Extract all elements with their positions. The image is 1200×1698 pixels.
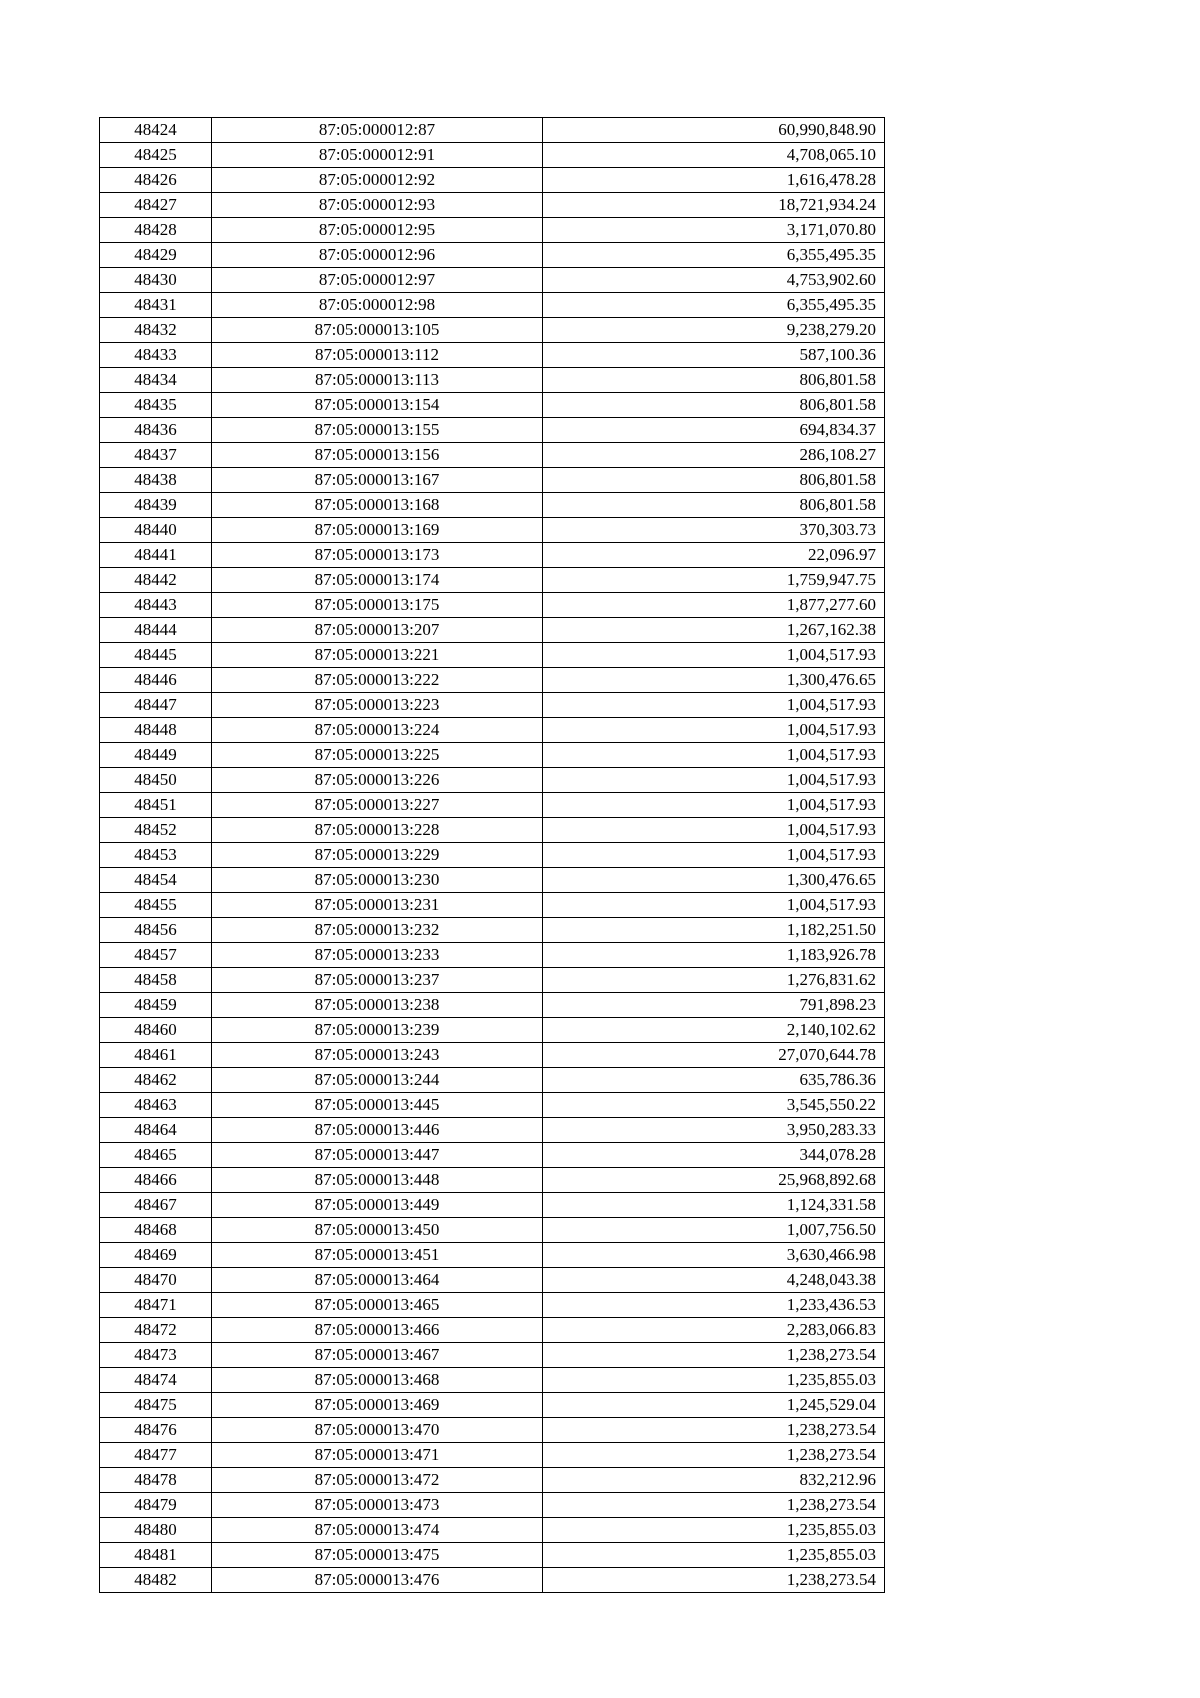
cadastral-number-cell: 87:05:000013:465 (212, 1293, 543, 1318)
cadastral-number-cell: 87:05:000013:445 (212, 1093, 543, 1118)
cadastral-number-cell: 87:05:000013:223 (212, 693, 543, 718)
cadastral-value-cell: 1,004,517.93 (543, 843, 885, 868)
cadastral-number-cell: 87:05:000013:225 (212, 743, 543, 768)
table-row (100, 793, 885, 818)
cadastral-number-cell: 87:05:000012:91 (212, 143, 543, 168)
table-row (100, 1318, 885, 1343)
record-number-cell: 48443 (100, 593, 212, 618)
record-number-cell: 48432 (100, 318, 212, 343)
cadastral-value-cell: 3,630,466.98 (543, 1243, 885, 1268)
record-number-cell: 48435 (100, 393, 212, 418)
table-row (100, 1068, 885, 1093)
cadastral-value-cell: 344,078.28 (543, 1143, 885, 1168)
table-row (100, 1118, 885, 1143)
record-number-cell: 48428 (100, 218, 212, 243)
cadastral-number-cell: 87:05:000013:468 (212, 1368, 543, 1393)
cadastral-value-cell: 806,801.58 (543, 393, 885, 418)
record-number-cell: 48463 (100, 1093, 212, 1118)
cadastral-value-cell: 1,233,436.53 (543, 1293, 885, 1318)
record-number-cell: 48474 (100, 1368, 212, 1393)
record-number-cell: 48476 (100, 1418, 212, 1443)
cadastral-value-cell: 2,140,102.62 (543, 1018, 885, 1043)
cadastral-value-cell: 1,300,476.65 (543, 668, 885, 693)
cadastral-number-cell: 87:05:000013:154 (212, 393, 543, 418)
cadastral-value-cell: 1,004,517.93 (543, 693, 885, 718)
record-number-cell: 48445 (100, 643, 212, 668)
cadastral-value-cell: 1,004,517.93 (543, 793, 885, 818)
cadastral-number-cell: 87:05:000013:448 (212, 1168, 543, 1193)
cadastral-number-cell: 87:05:000012:96 (212, 243, 543, 268)
cadastral-value-cell: 1,759,947.75 (543, 568, 885, 593)
cadastral-number-cell: 87:05:000013:231 (212, 893, 543, 918)
record-number-cell: 48425 (100, 143, 212, 168)
cadastral-value-cell: 635,786.36 (543, 1068, 885, 1093)
table-row (100, 443, 885, 468)
cadastral-number-cell: 87:05:000013:469 (212, 1393, 543, 1418)
cadastral-number-cell: 87:05:000013:473 (212, 1493, 543, 1518)
table-row (100, 693, 885, 718)
table-row (100, 343, 885, 368)
table-row (100, 1343, 885, 1368)
cadastral-number-cell: 87:05:000013:227 (212, 793, 543, 818)
cadastral-number-cell: 87:05:000012:98 (212, 293, 543, 318)
cadastral-value-table (99, 117, 885, 1593)
record-number-cell: 48456 (100, 918, 212, 943)
cadastral-number-cell: 87:05:000013:238 (212, 993, 543, 1018)
cadastral-value-cell: 1,877,277.60 (543, 593, 885, 618)
table-row (100, 1018, 885, 1043)
cadastral-value-cell: 806,801.58 (543, 493, 885, 518)
cadastral-value-cell: 1,616,478.28 (543, 168, 885, 193)
cadastral-value-cell: 587,100.36 (543, 343, 885, 368)
table-row (100, 1268, 885, 1293)
record-number-cell: 48473 (100, 1343, 212, 1368)
table-row (100, 943, 885, 968)
cadastral-value-cell: 25,968,892.68 (543, 1168, 885, 1193)
cadastral-value-cell: 1,300,476.65 (543, 868, 885, 893)
record-number-cell: 48455 (100, 893, 212, 918)
cadastral-value-cell: 1,238,273.54 (543, 1568, 885, 1593)
record-number-cell: 48466 (100, 1168, 212, 1193)
record-number-cell: 48452 (100, 818, 212, 843)
cadastral-value-cell: 6,355,495.35 (543, 243, 885, 268)
table-row (100, 143, 885, 168)
record-number-cell: 48438 (100, 468, 212, 493)
record-number-cell: 48459 (100, 993, 212, 1018)
cadastral-value-cell: 1,183,926.78 (543, 943, 885, 968)
table-row (100, 1518, 885, 1543)
cadastral-value-cell: 1,238,273.54 (543, 1493, 885, 1518)
cadastral-value-cell: 806,801.58 (543, 468, 885, 493)
record-number-cell: 48431 (100, 293, 212, 318)
table-row (100, 243, 885, 268)
cadastral-value-cell: 1,004,517.93 (543, 893, 885, 918)
table-row (100, 1443, 885, 1468)
cadastral-value-cell: 1,007,756.50 (543, 1218, 885, 1243)
table-row (100, 643, 885, 668)
table-row (100, 1418, 885, 1443)
record-number-cell: 48471 (100, 1293, 212, 1318)
cadastral-number-cell: 87:05:000013:466 (212, 1318, 543, 1343)
cadastral-number-cell: 87:05:000013:168 (212, 493, 543, 518)
cadastral-value-cell: 1,004,517.93 (543, 818, 885, 843)
table-row (100, 868, 885, 893)
cadastral-number-cell: 87:05:000012:92 (212, 168, 543, 193)
cadastral-number-cell: 87:05:000013:446 (212, 1118, 543, 1143)
table-body (100, 118, 885, 1593)
record-number-cell: 48478 (100, 1468, 212, 1493)
record-number-cell: 48437 (100, 443, 212, 468)
cadastral-value-cell: 22,096.97 (543, 543, 885, 568)
cadastral-number-cell: 87:05:000013:175 (212, 593, 543, 618)
cadastral-value-cell: 806,801.58 (543, 368, 885, 393)
record-number-cell: 48444 (100, 618, 212, 643)
table-row (100, 1468, 885, 1493)
table-row (100, 1293, 885, 1318)
cadastral-number-cell: 87:05:000012:93 (212, 193, 543, 218)
cadastral-number-cell: 87:05:000013:230 (212, 868, 543, 893)
cadastral-value-cell: 1,267,162.38 (543, 618, 885, 643)
table-row (100, 1143, 885, 1168)
table-row (100, 593, 885, 618)
cadastral-number-cell: 87:05:000013:156 (212, 443, 543, 468)
cadastral-number-cell: 87:05:000013:239 (212, 1018, 543, 1043)
cadastral-number-cell: 87:05:000013:244 (212, 1068, 543, 1093)
cadastral-value-cell: 4,248,043.38 (543, 1268, 885, 1293)
cadastral-number-cell: 87:05:000013:113 (212, 368, 543, 393)
record-number-cell: 48433 (100, 343, 212, 368)
record-number-cell: 48451 (100, 793, 212, 818)
cadastral-number-cell: 87:05:000013:228 (212, 818, 543, 843)
table-row (100, 268, 885, 293)
table-row (100, 1193, 885, 1218)
cadastral-value-cell: 370,303.73 (543, 518, 885, 543)
cadastral-value-cell: 1,238,273.54 (543, 1343, 885, 1368)
record-number-cell: 48447 (100, 693, 212, 718)
record-number-cell: 48450 (100, 768, 212, 793)
record-number-cell: 48481 (100, 1543, 212, 1568)
cadastral-value-cell: 286,108.27 (543, 443, 885, 468)
cadastral-number-cell: 87:05:000013:447 (212, 1143, 543, 1168)
record-number-cell: 48441 (100, 543, 212, 568)
record-number-cell: 48424 (100, 118, 212, 143)
table-row (100, 718, 885, 743)
cadastral-number-cell: 87:05:000013:207 (212, 618, 543, 643)
cadastral-number-cell: 87:05:000013:167 (212, 468, 543, 493)
table-row (100, 843, 885, 868)
cadastral-number-cell: 87:05:000013:174 (212, 568, 543, 593)
record-number-cell: 48453 (100, 843, 212, 868)
cadastral-number-cell: 87:05:000013:221 (212, 643, 543, 668)
cadastral-value-cell: 3,950,283.33 (543, 1118, 885, 1143)
record-number-cell: 48479 (100, 1493, 212, 1518)
cadastral-value-cell: 1,182,251.50 (543, 918, 885, 943)
cadastral-value-cell: 1,276,831.62 (543, 968, 885, 993)
cadastral-value-cell: 1,004,517.93 (543, 718, 885, 743)
table-row (100, 293, 885, 318)
table-row (100, 118, 885, 143)
record-number-cell: 48442 (100, 568, 212, 593)
record-number-cell: 48434 (100, 368, 212, 393)
cadastral-value-cell: 18,721,934.24 (543, 193, 885, 218)
record-number-cell: 48467 (100, 1193, 212, 1218)
cadastral-value-cell: 3,171,070.80 (543, 218, 885, 243)
record-number-cell: 48429 (100, 243, 212, 268)
table-row (100, 893, 885, 918)
cadastral-value-cell: 1,235,855.03 (543, 1368, 885, 1393)
cadastral-number-cell: 87:05:000013:233 (212, 943, 543, 968)
record-number-cell: 48457 (100, 943, 212, 968)
cadastral-number-cell: 87:05:000013:112 (212, 343, 543, 368)
cadastral-number-cell: 87:05:000013:475 (212, 1543, 543, 1568)
table-row (100, 618, 885, 643)
cadastral-value-cell: 1,124,331.58 (543, 1193, 885, 1218)
record-number-cell: 48426 (100, 168, 212, 193)
cadastral-number-cell: 87:05:000012:87 (212, 118, 543, 143)
cadastral-number-cell: 87:05:000013:451 (212, 1243, 543, 1268)
table-row (100, 568, 885, 593)
record-number-cell: 48439 (100, 493, 212, 518)
record-number-cell: 48480 (100, 1518, 212, 1543)
cadastral-number-cell: 87:05:000013:169 (212, 518, 543, 543)
record-number-cell: 48449 (100, 743, 212, 768)
record-number-cell: 48454 (100, 868, 212, 893)
cadastral-value-cell: 1,245,529.04 (543, 1393, 885, 1418)
table-row (100, 1243, 885, 1268)
record-number-cell: 48464 (100, 1118, 212, 1143)
table-row (100, 1543, 885, 1568)
cadastral-value-cell: 1,238,273.54 (543, 1418, 885, 1443)
cadastral-number-cell: 87:05:000013:471 (212, 1443, 543, 1468)
table-row (100, 918, 885, 943)
record-number-cell: 48465 (100, 1143, 212, 1168)
cadastral-number-cell: 87:05:000013:226 (212, 768, 543, 793)
cadastral-value-cell: 1,238,273.54 (543, 1443, 885, 1468)
cadastral-number-cell: 87:05:000013:224 (212, 718, 543, 743)
record-number-cell: 48436 (100, 418, 212, 443)
record-number-cell: 48430 (100, 268, 212, 293)
cadastral-number-cell: 87:05:000013:467 (212, 1343, 543, 1368)
table-row (100, 493, 885, 518)
record-number-cell: 48460 (100, 1018, 212, 1043)
cadastral-value-cell: 2,283,066.83 (543, 1318, 885, 1343)
record-number-cell: 48462 (100, 1068, 212, 1093)
table-row (100, 193, 885, 218)
table-row (100, 818, 885, 843)
cadastral-number-cell: 87:05:000013:450 (212, 1218, 543, 1243)
cadastral-number-cell: 87:05:000013:474 (212, 1518, 543, 1543)
cadastral-value-cell: 1,235,855.03 (543, 1518, 885, 1543)
cadastral-value-cell: 27,070,644.78 (543, 1043, 885, 1068)
cadastral-value-cell: 4,753,902.60 (543, 268, 885, 293)
table-row (100, 518, 885, 543)
cadastral-value-cell: 1,004,517.93 (543, 743, 885, 768)
record-number-cell: 48440 (100, 518, 212, 543)
table-row (100, 1168, 885, 1193)
table-row (100, 1093, 885, 1118)
table-row (100, 1043, 885, 1068)
cadastral-number-cell: 87:05:000013:243 (212, 1043, 543, 1068)
table-row (100, 543, 885, 568)
record-number-cell: 48448 (100, 718, 212, 743)
record-number-cell: 48446 (100, 668, 212, 693)
table-row (100, 768, 885, 793)
cadastral-value-cell: 1,235,855.03 (543, 1543, 885, 1568)
record-number-cell: 48458 (100, 968, 212, 993)
table-row (100, 743, 885, 768)
cadastral-value-cell: 832,212.96 (543, 1468, 885, 1493)
cadastral-value-cell: 60,990,848.90 (543, 118, 885, 143)
cadastral-number-cell: 87:05:000013:173 (212, 543, 543, 568)
cadastral-value-cell: 4,708,065.10 (543, 143, 885, 168)
cadastral-number-cell: 87:05:000012:97 (212, 268, 543, 293)
record-number-cell: 48468 (100, 1218, 212, 1243)
table-row (100, 1218, 885, 1243)
cadastral-number-cell: 87:05:000013:237 (212, 968, 543, 993)
cadastral-number-cell: 87:05:000013:464 (212, 1268, 543, 1293)
cadastral-value-cell: 694,834.37 (543, 418, 885, 443)
cadastral-number-cell: 87:05:000012:95 (212, 218, 543, 243)
table-row (100, 393, 885, 418)
record-number-cell: 48472 (100, 1318, 212, 1343)
cadastral-number-cell: 87:05:000013:232 (212, 918, 543, 943)
table-row (100, 968, 885, 993)
cadastral-value-cell: 1,004,517.93 (543, 643, 885, 668)
record-number-cell: 48475 (100, 1393, 212, 1418)
table-row (100, 318, 885, 343)
cadastral-value-cell: 6,355,495.35 (543, 293, 885, 318)
cadastral-number-cell: 87:05:000013:470 (212, 1418, 543, 1443)
cadastral-value-cell: 1,004,517.93 (543, 768, 885, 793)
cadastral-number-cell: 87:05:000013:155 (212, 418, 543, 443)
table-row (100, 418, 885, 443)
table-row (100, 1368, 885, 1393)
record-number-cell: 48482 (100, 1568, 212, 1593)
cadastral-number-cell: 87:05:000013:472 (212, 1468, 543, 1493)
table-row (100, 368, 885, 393)
cadastral-number-cell: 87:05:000013:449 (212, 1193, 543, 1218)
cadastral-value-cell: 791,898.23 (543, 993, 885, 1018)
record-number-cell: 48470 (100, 1268, 212, 1293)
table-row (100, 168, 885, 193)
cadastral-number-cell: 87:05:000013:476 (212, 1568, 543, 1593)
cadastral-number-cell: 87:05:000013:229 (212, 843, 543, 868)
cadastral-value-cell: 9,238,279.20 (543, 318, 885, 343)
cadastral-number-cell: 87:05:000013:222 (212, 668, 543, 693)
record-number-cell: 48461 (100, 1043, 212, 1068)
record-number-cell: 48477 (100, 1443, 212, 1468)
table-row (100, 1568, 885, 1593)
table-row (100, 1393, 885, 1418)
table-row (100, 668, 885, 693)
record-number-cell: 48469 (100, 1243, 212, 1268)
table-row (100, 1493, 885, 1518)
cadastral-value-cell: 3,545,550.22 (543, 1093, 885, 1118)
table-row (100, 993, 885, 1018)
record-number-cell: 48427 (100, 193, 212, 218)
table-row (100, 218, 885, 243)
cadastral-number-cell: 87:05:000013:105 (212, 318, 543, 343)
table-row (100, 468, 885, 493)
